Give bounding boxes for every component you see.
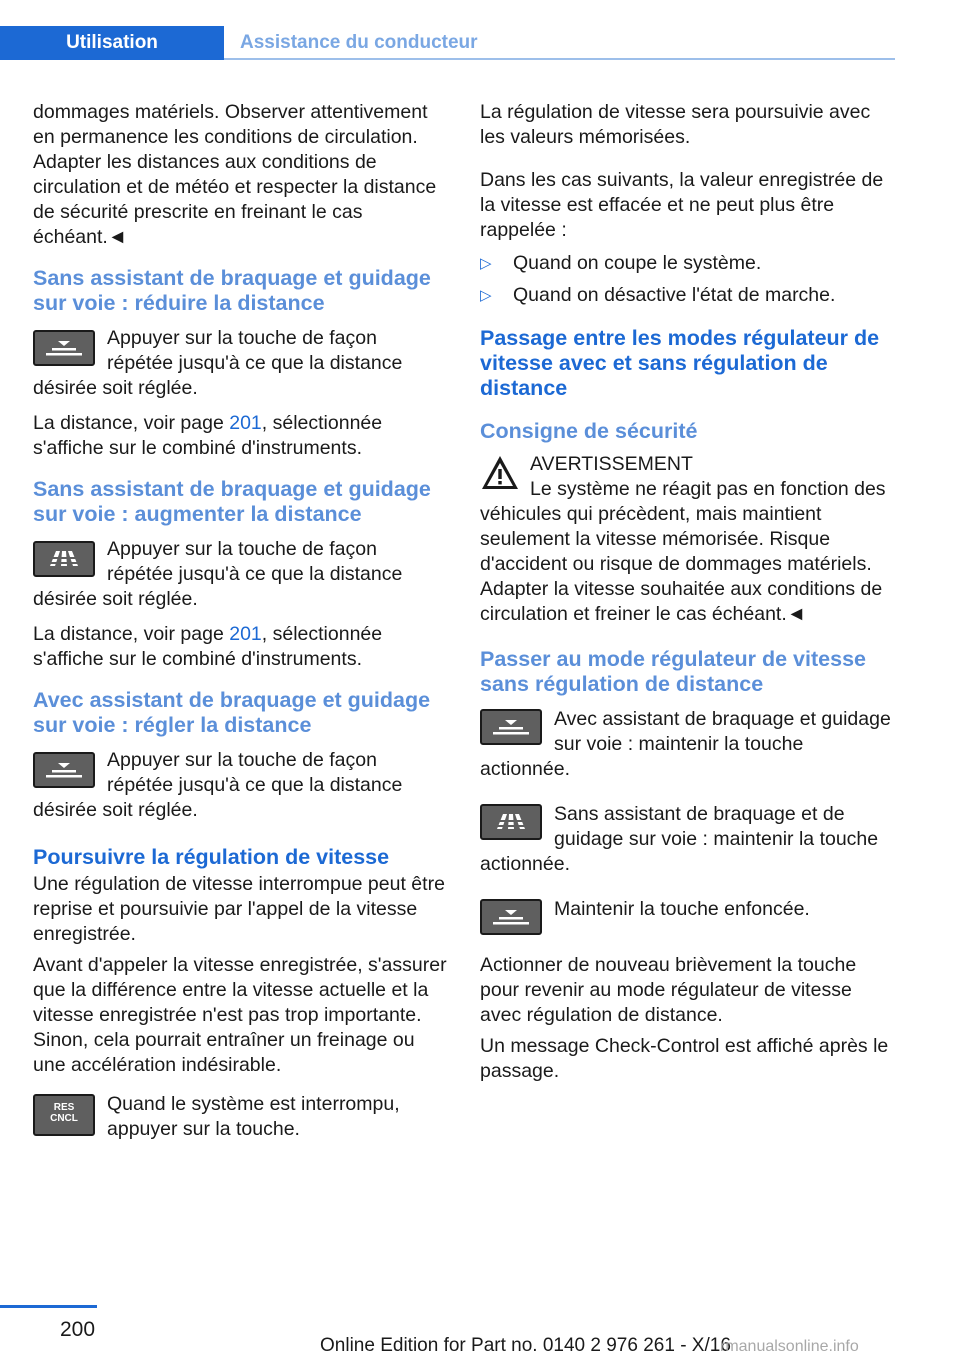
adjust-instruction <box>33 748 448 823</box>
header-divider <box>224 58 895 60</box>
increase-note-post: , sélectionnée s'affiche sur le combiné d'instruments. <box>33 623 383 670</box>
reduce-note-post: , sélectionnée s'affiche sur le combiné d'instruments. <box>33 412 383 459</box>
increase-instruction <box>33 537 448 612</box>
reduce-text: Appuyer sur la touche de façon répétée jusqu'à ce que la distance désirée soit réglée. <box>33 327 403 399</box>
intro-paragraph: dommages matériels. Observer attentivement en permanence les conditions de circulation. Adapter les distances aux conditions de circulation et de météo et respecter la distance de sécurité prescrite en freinant le cas échéant.◄ <box>33 101 437 248</box>
check-control-paragraph: Un message Check-Control est affiché après le passage. <box>480 1035 889 1082</box>
header-tab-utilisation[interactable]: Utilisation <box>0 26 224 60</box>
resume-paragraph-2: Avant d'appeler la vitesse enregistrée, s'assurer que la différence entre la vitesse actuelle et la vitesse enregistrée n'est pas trop importante. Sinon, cela pourrait entraîner un freinage ou une accélération indésirable. <box>33 954 447 1076</box>
res-cncl-button-icon <box>33 1094 95 1136</box>
mode-without-instruction <box>480 802 895 877</box>
page-header <box>0 26 895 62</box>
watermark: rmanualsonline.info <box>720 1338 859 1355</box>
right-paragraph-2: Dans les cas suivants, la valeur enregistrée de la vitesse est effacée et ne peut plus être rappelée : <box>480 169 884 241</box>
bullet-triangle-icon: ▷ <box>480 287 492 304</box>
list-item <box>480 251 895 276</box>
distance-increase-button-icon <box>33 541 95 577</box>
list-item <box>480 283 895 308</box>
back-paragraph: Actionner de nouveau brièvement la touche pour revenir au mode régulateur de vitesse avec régulation de distance. <box>480 954 857 1026</box>
cncl-label: CNCL <box>50 1113 78 1124</box>
bullet-triangle-icon: ▷ <box>480 255 492 272</box>
mode-without-text: Sans assistant de braquage et de guidage sur voie : maintenir la touche actionnée. <box>480 803 879 875</box>
warning-text: Le système ne réagit pas en fonction des véhicules qui précèdent, mais maintient seulement la vitesse mémorisée. Risque d'accident ou risque de dommages matériels. Adapter la vitesse souhaitée aux conditions de circulation et freiner le cas échéant.◄ <box>480 478 886 625</box>
reduce-instruction <box>33 326 448 401</box>
resume-paragraph-1: Une régulation de vitesse interrompue peut être reprise et poursuivie par l'appel de la vitesse enregistrée. <box>33 873 445 945</box>
page-link-201[interactable]: 201 <box>229 412 262 434</box>
bullet-text: Quand on coupe le système. <box>513 252 762 274</box>
page-link-201-b[interactable]: 201 <box>229 623 262 645</box>
header-tab-assistance[interactable]: Assistance du conducteur <box>240 32 478 53</box>
heading-mode-without-distance: Passer au mode régulateur de vitesse sans régulation de distance <box>480 647 866 696</box>
distance-reduce-button-icon <box>33 330 95 366</box>
left-column <box>33 100 448 1152</box>
distance-button-icon-with <box>480 709 542 745</box>
increase-text: Appuyer sur la touche de façon répétée jusqu'à ce que la distance désirée soit réglée. <box>33 538 403 610</box>
right-paragraph-1: La régulation de vitesse sera poursuivie avec les valeurs mémorisées. <box>480 101 871 148</box>
reduce-note-pre: La distance, voir page <box>33 412 230 434</box>
distance-adjust-button-icon <box>33 752 95 788</box>
bullet-text: Quand on désactive l'état de marche. <box>513 284 836 306</box>
mode-hold-instruction <box>480 897 895 939</box>
heading-switch-modes: Passage entre les modes régulateur de vitesse avec et sans régulation de distance <box>480 326 880 400</box>
distance-button-icon-hold <box>480 899 542 935</box>
reduce-distance-note <box>33 411 448 461</box>
footer-accent-line <box>0 1305 97 1308</box>
page-number: 200 <box>60 1318 96 1341</box>
increase-distance-note <box>33 622 448 672</box>
res-label: RES <box>53 1102 75 1113</box>
right-column <box>480 100 895 1094</box>
distance-button-icon-without <box>480 804 542 840</box>
heading-resume: Poursuivre la régulation de vitesse <box>33 845 390 869</box>
heading-safety: Consigne de sécurité <box>480 419 698 443</box>
heading-reduce-distance: Sans assistant de braquage et guidage sur voie : réduire la distance <box>33 266 431 315</box>
warning-triangle-icon <box>480 454 520 492</box>
mode-hold-text: Maintenir la touche enfoncée. <box>554 898 810 920</box>
heading-adjust-distance: Avec assistant de braquage et guidage sur voie : régler la distance <box>33 688 431 737</box>
edition-text: Online Edition for Part no. 0140 2 976 261 - X/16 <box>320 1335 731 1356</box>
warning-block <box>480 452 895 627</box>
adjust-text: Appuyer sur la touche de façon répétée jusqu'à ce que la distance désirée soit réglée. <box>33 749 403 821</box>
heading-increase-distance: Sans assistant de braquage et guidage sur voie : augmenter la distance <box>33 477 431 526</box>
increase-note-pre: La distance, voir page <box>33 623 230 645</box>
resume-text: Quand le système est interrompu, appuyer sur la touche. <box>107 1093 400 1140</box>
mode-with-text: Avec assistant de braquage et guidage sur voie : maintenir la touche actionnée. <box>480 708 891 780</box>
warning-title: AVERTISSEMENT <box>530 453 693 475</box>
erase-conditions-list <box>480 251 895 308</box>
resume-instruction <box>33 1092 448 1142</box>
mode-with-instruction <box>480 707 895 782</box>
